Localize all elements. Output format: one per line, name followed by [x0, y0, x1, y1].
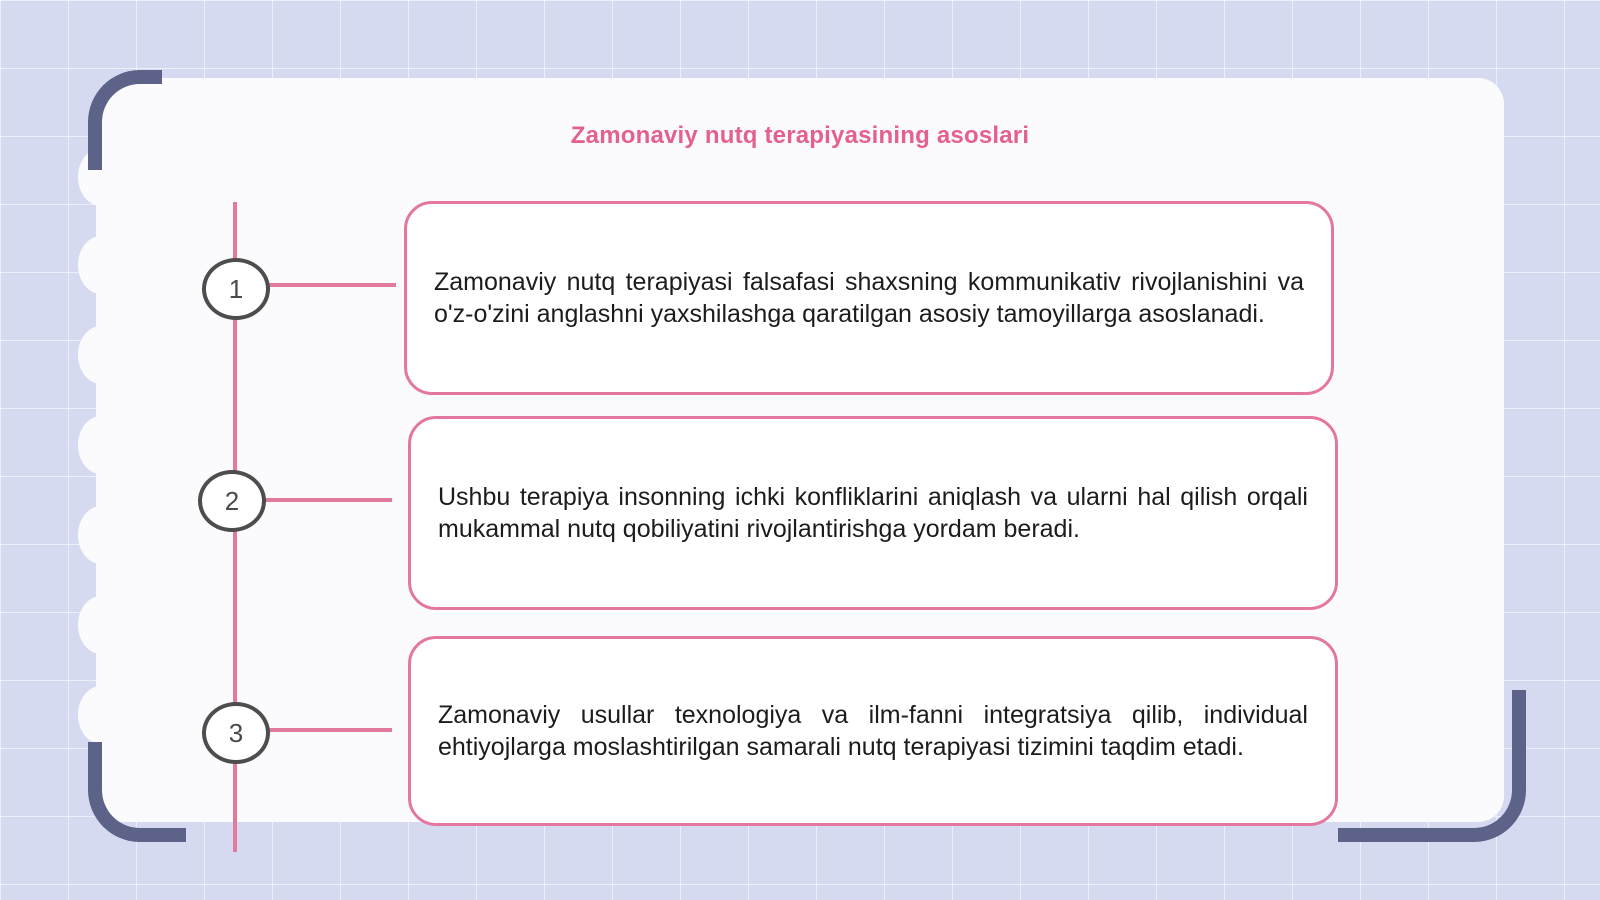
paper-scallop	[78, 326, 124, 384]
timeline-card-text: Zamonaviy usullar texnologiya va ilm-fanni integratsiya qilib, individual ehtiyojlarga moslashtirilgan samarali nutq terapiyasi tizimini taqdim etadi.	[438, 701, 1308, 761]
corner-bracket-bottom-right	[1338, 690, 1526, 842]
slide-title: Zamonaviy nutq terapiyasining asoslari	[570, 122, 1030, 149]
timeline-card-text: Ushbu terapiya insonning ichki konfliklarini aniqlash va ularni hal qilish orqali mukammal nutq qobiliyatini rivojlantirishga yordam beradi.	[438, 483, 1308, 543]
timeline-node-3: 3	[202, 702, 270, 764]
timeline-connector-3	[268, 728, 392, 732]
paper-scallop	[78, 236, 124, 294]
corner-bracket-bottom-left	[88, 742, 186, 842]
corner-bracket-top-left	[88, 70, 162, 170]
timeline-node-2: 2	[198, 470, 266, 532]
paper-scallop	[78, 596, 124, 654]
timeline-connector-1	[268, 283, 396, 287]
timeline-card-2	[408, 416, 1338, 610]
paper-scallop	[78, 506, 124, 564]
timeline-card-text: Zamonaviy nutq terapiyasi falsafasi shaxsning kommunikativ rivojlanishini va o'z-o'zini anglashni yaxshilashga qaratilgan asosiy tamoyillarga asoslanadi.	[434, 268, 1304, 328]
timeline-connector-2	[264, 498, 392, 502]
timeline-node-1: 1	[202, 258, 270, 320]
paper-scallop	[78, 686, 124, 744]
paper-scallop	[78, 416, 124, 474]
timeline-card-1	[404, 201, 1334, 395]
timeline-card-3	[408, 636, 1338, 826]
